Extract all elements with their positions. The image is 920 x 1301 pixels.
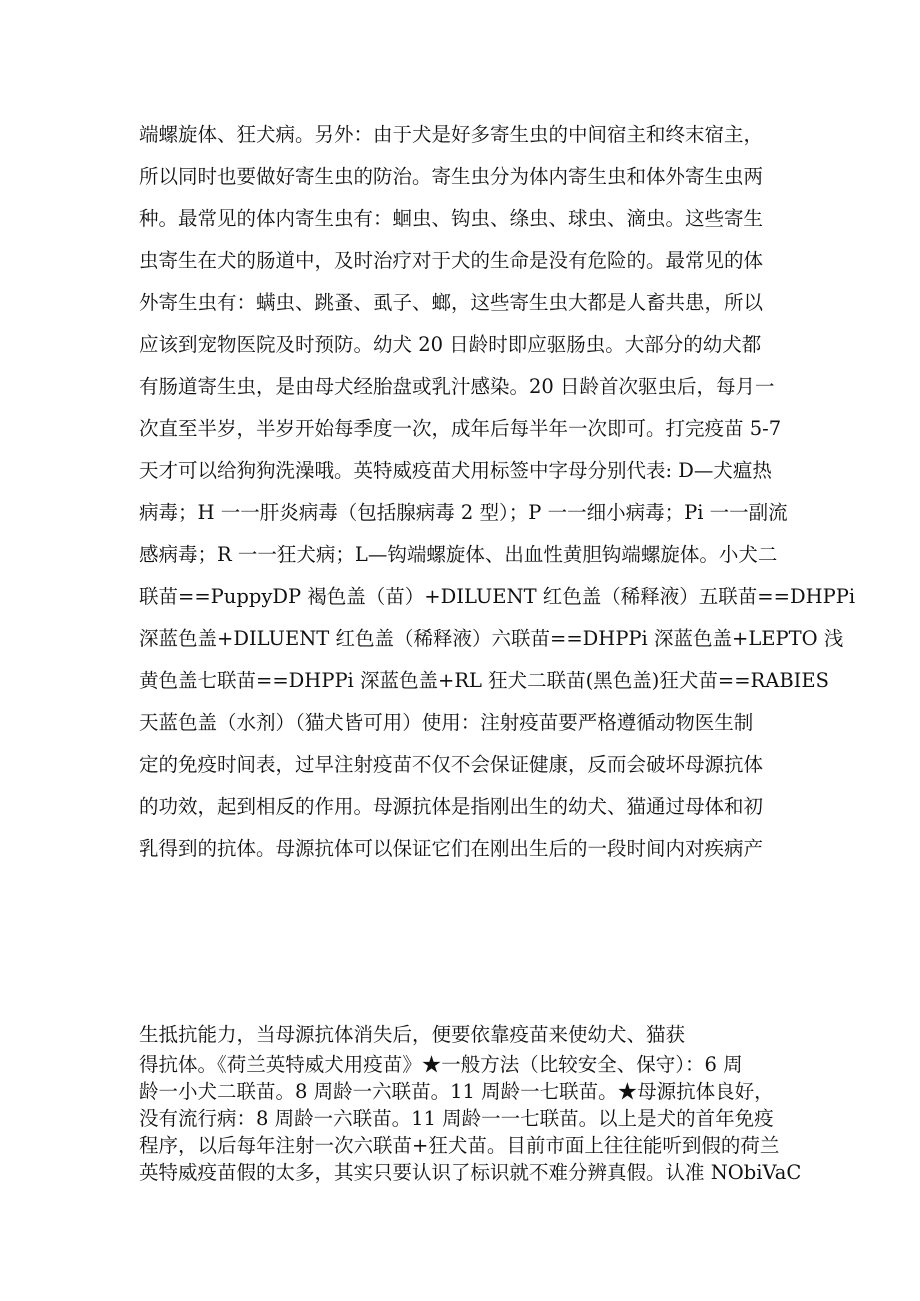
text-line: 龄一小犬二联苗。8 周龄一六联苗。11 周龄一七联苗。★母源抗体良好， (139, 1080, 774, 1103)
text-line: 应该到宠物医院及时预防。幼犬 20 日龄时即应驱肠虫。大部分的幼犬都 (139, 333, 762, 356)
text-line: 黄色盖七联苗==DHPPi 深蓝色盖+RL 狂犬二联苗(黑色盖)狂犬苗==RABIES (139, 669, 829, 692)
text-line: 病毒；H 一一肝炎病毒（包括腺病毒 2 型）；P 一一细小病毒；Pi 一一副流 (139, 501, 788, 524)
text-line: 没有流行病：8 周龄一六联苗。11 周龄一一七联苗。以上是犬的首年免疫 (139, 1107, 774, 1130)
text-line: 所以同时也要做好寄生虫的防治。寄生虫分为体内寄生虫和体外寄生虫两 (139, 165, 764, 188)
text-line: 虫寄生在犬的肠道中，及时治疗对于犬的生命是没有危险的。最常见的体 (139, 249, 764, 272)
body-paragraph-1 (139, 114, 856, 870)
text-line: 生抵抗能力，当母源抗体消失后，便要依靠疫苗来使幼犬、猫获 (139, 1023, 686, 1046)
text-line: 程序，以后每年注射一次六联苗+狂犬苗。目前市面上往往能听到假的荷兰 (139, 1134, 780, 1157)
text-line: 定的免疫时间表，过早注射疫苗不仅不会保证健康，反而会破坏母源抗体 (139, 753, 764, 776)
text-line: 天才可以给狗狗洗澡哦。英特威疫苗犬用标签中字母分别代表: D—犬瘟热 (139, 459, 772, 482)
text-line: 的功效，起到相反的作用。母源抗体是指刚出生的幼犬、猫通过母体和初 (139, 795, 764, 818)
text-line: 种。最常见的体内寄生虫有：蛔虫、钩虫、绦虫、球虫、滴虫。这些寄生 (139, 207, 764, 230)
text-line: 联苗==PuppyDP 褐色盖（苗）+DILUENT 红色盖（稀释液）五联苗==DHPPi (139, 585, 856, 608)
text-line: 次直至半岁，半岁开始每季度一次，成年后每半年一次即可。打完疫苗 5-7 (139, 417, 782, 440)
text-line: 感病毒；R 一一狂犬病；L—钩端螺旋体、出血性黄胆钩端螺旋体。小犬二 (139, 543, 778, 566)
text-line: 深蓝色盖+DILUENT 红色盖（稀释液）六联苗==DHPPi 深蓝色盖+LEPTO 浅 (139, 627, 844, 650)
body-paragraph-2 (139, 1019, 809, 1186)
text-line: 外寄生虫有：螨虫、跳蚤、虱子、螂，这些寄生虫大都是人畜共患，所以 (139, 291, 764, 314)
text-line: 得抗体。《荷兰英特威犬用疫苗》★一般方法（比较安全、保守）：6 周 (139, 1053, 743, 1076)
text-line: 端螺旋体、狂犬病。另外：由于犬是好多寄生虫的中间宿主和终末宿主， (139, 123, 764, 146)
text-line: 有肠道寄生虫，是由母犬经胎盘或乳汁感染。20 日龄首次驱虫后，每月一 (139, 375, 775, 398)
text-line: 英特威疫苗假的太多，其实只要认识了标识就不难分辨真假。认准 NObiVaC (139, 1161, 802, 1184)
text-line: 天蓝色盖（水剂）（猫犬皆可用）使用：注射疫苗要严格遵循动物医生制 (139, 711, 754, 734)
text-line: 乳得到的抗体。母源抗体可以保证它们在刚出生后的一段时间内对疾病产 (139, 837, 764, 860)
